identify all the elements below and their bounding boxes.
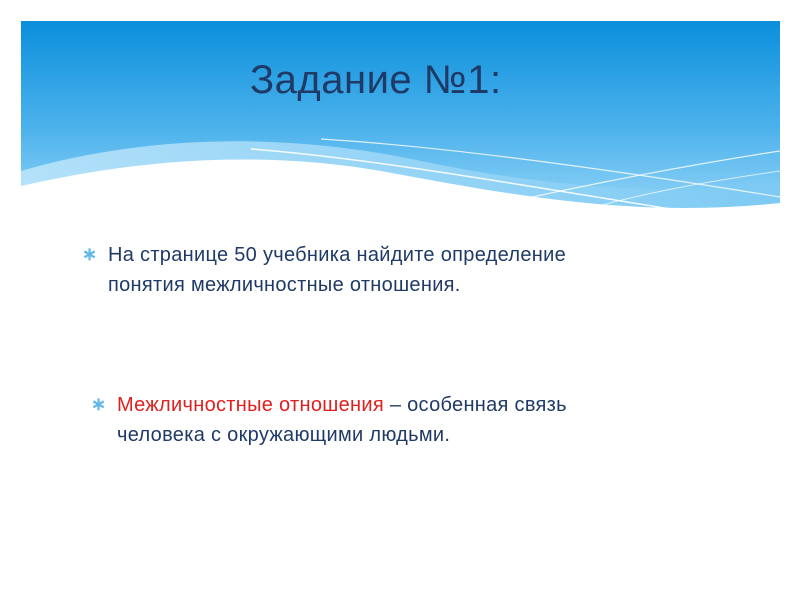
bullet-text-line: На странице 50 учебника найдите определение <box>108 244 567 266</box>
bullet-text-line: человека с окружающими людьми. <box>117 424 451 446</box>
header-wave-background <box>21 21 780 221</box>
asterisk-bullet-icon: ∗ <box>82 244 98 264</box>
bullet-text-line <box>117 390 757 420</box>
slide-title: Задание №1: <box>250 58 502 102</box>
definition-text: – особенная связь <box>383 394 567 416</box>
bullet-item-2 <box>91 390 757 450</box>
bullet-item-1 <box>82 240 748 300</box>
highlighted-term: Межличностные отношения <box>117 394 384 416</box>
asterisk-bullet-icon: ∗ <box>91 394 107 414</box>
bullet-text-line: понятия межличностные отношения. <box>108 274 461 296</box>
